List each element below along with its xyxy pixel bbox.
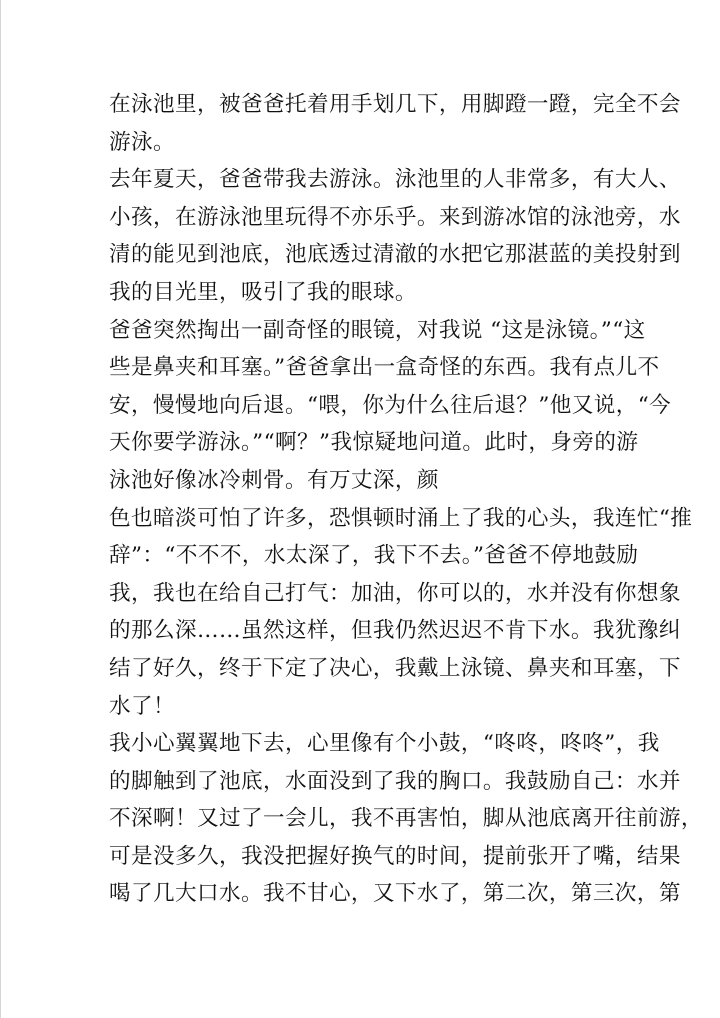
text-line: 我的目光里，吸引了我的眼球。 <box>109 279 417 305</box>
text-line: 天你要学游泳。”“啊？”我惊疑地问道。此时，身旁的游 <box>109 430 639 456</box>
text-line: 去年夏天，爸爸带我去游泳。泳池里的人非常多，有大人、 <box>109 167 681 193</box>
text-line: 我小心翼翼地下去，心里像有个小鼓，“咚咚，咚咚”，我 <box>109 731 660 757</box>
text-line: 喝了几大口水。我不甘心，又下水了，第二次，第三次，第 <box>109 881 681 907</box>
text-line: 我，我也在给自己打气：加油，你可以的，水并没有你想象 <box>109 580 681 606</box>
text-line: 色也暗淡可怕了许多，恐惧顿时涌上了我的心头，我连忙“推 <box>109 505 693 531</box>
text-line: 爸爸突然掏出一副奇怪的眼镜，对我说 “这是泳镜。”“这 <box>109 317 646 343</box>
text-line: 些是鼻夹和耳塞。”爸爸拿出一盒奇怪的东西。我有点儿不 <box>109 355 660 381</box>
text-line: 在泳池里，被爸爸托着用手划几下，用脚蹬一蹬，完全不会 <box>109 92 681 117</box>
text-line: 水了！ <box>109 693 175 719</box>
text-line: 清的能见到池底，池底透过清澈的水把它那湛蓝的美投射到 <box>109 242 681 268</box>
text-line: 的那么深……虽然这样，但我仍然迟迟不肯下水。我犹豫纠 <box>109 618 681 644</box>
text-line: 辞”：“不不不，水太深了，我下不去。”爸爸不停地鼓励 <box>109 543 639 569</box>
text-line: 不深啊！又过了一会儿，我不再害怕，脚从池底离开往前游， <box>109 806 703 832</box>
text-line: 小孩，在游泳池里玩得不亦乐乎。来到游冰馆的泳池旁，水 <box>109 204 681 230</box>
text-line: 可是没多久，我没把握好换气的时间，提前张开了嘴，结果 <box>109 843 681 869</box>
text-line: 的脚触到了池底，水面没到了我的胸口。我鼓励自己：水并 <box>109 768 681 794</box>
text-line: 泳池好像冰冷刺骨。有万丈深，颜 <box>109 467 439 493</box>
essay-text <box>109 86 703 913</box>
text-line: 游泳。 <box>109 129 175 155</box>
text-line: 安，慢慢地向后退。“喂，你为什么往后退？”他又说，“今 <box>109 392 672 418</box>
text-line: 结了好久，终于下定了决心，我戴上泳镜、鼻夹和耳塞，下 <box>109 655 681 681</box>
